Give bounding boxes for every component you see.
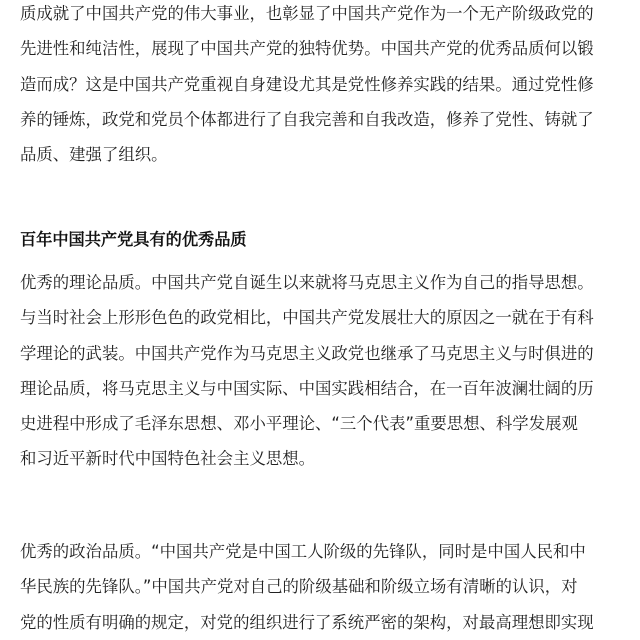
text-line: 造而成？这是中国共产党重视自身建设尤其是党性修养实践的结果。通过党性修 <box>20 74 594 94</box>
text-line: 优秀的理论品质。中国共产党自诞生以来就将马克思主义作为自己的指导思想。 <box>20 273 594 292</box>
text-line: 史进程中形成了毛泽东思想、邓小平理论、“三个代表”重要思想、科学发展观 <box>20 414 578 434</box>
text-line: 和习近平新时代中国特色社会主义思想。 <box>20 449 316 469</box>
text-line: 与当时社会上形形色色的政党相比，中国共产党发展壮大的原因之一就在于有科 <box>20 308 594 328</box>
text-line: 质成就了中国共产党的伟大事业，也彰显了中国共产党作为一个无产阶级政党的 <box>20 4 594 23</box>
text-line: 华民族的先锋队。”中国共产党对自己的阶级基础和阶级立场有清晰的认识，对 <box>20 577 578 597</box>
section-heading: 百年中国共产党具有的优秀品质 <box>20 230 247 249</box>
theory-paragraph <box>20 265 622 477</box>
politics-paragraph <box>20 534 622 640</box>
text-line: 党的性质有明确的规定，对党的组织进行了系统严密的架构，对最高理想即实现 <box>20 612 594 632</box>
text-line: 先进性和纯洁性，展现了中国共产党的独特优势。中国共产党的优秀品质何以锻 <box>20 39 594 59</box>
text-line: 学理论的武装。中国共产党作为马克思主义政党也继承了马克思主义与时俱进的 <box>20 343 594 363</box>
intro-paragraph <box>20 0 622 172</box>
text-line: 养的锤炼，政党和党员个体都进行了自我完善和自我改造，修养了党性、铸就了 <box>20 109 594 129</box>
text-line: 优秀的政治品质。“中国共产党是中国工人阶级的先锋队，同时是中国人民和中 <box>20 542 586 561</box>
text-line: 品质、建强了组织。 <box>20 145 168 165</box>
text-line: 理论品质，将马克思主义与中国实际、中国实践相结合，在一百年波澜壮阔的历 <box>20 378 594 398</box>
